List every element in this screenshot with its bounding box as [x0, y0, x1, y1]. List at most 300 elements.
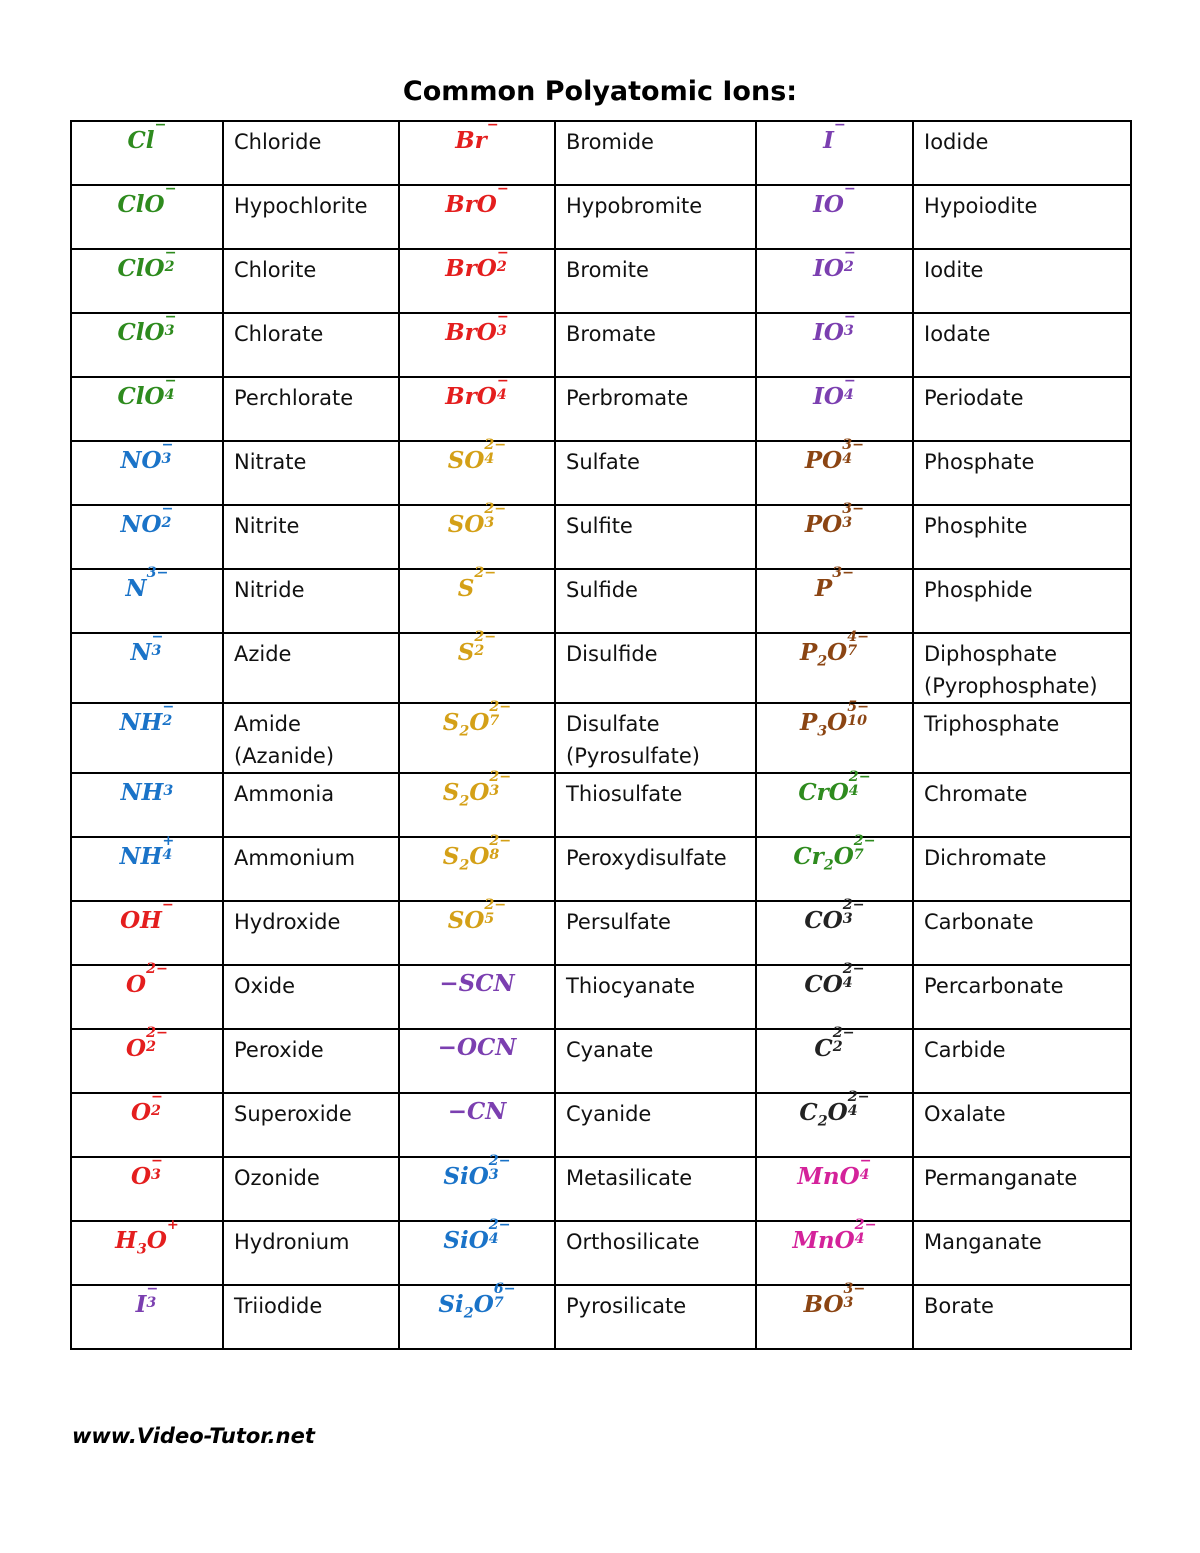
formula-indices	[164, 373, 177, 411]
table-row	[71, 1221, 1131, 1285]
formula-indices	[496, 309, 509, 347]
ion-formula	[399, 1217, 555, 1285]
formula-charge: 2−	[832, 1025, 855, 1042]
formula-subscript: 2	[162, 713, 173, 730]
formula-charge: −	[486, 117, 499, 134]
formula-base: PO	[804, 446, 843, 474]
formula-base: BrO	[445, 254, 497, 282]
formula-subscript: 3	[151, 643, 162, 660]
formula-base: −SCN	[439, 970, 515, 997]
ion-name: Triiodide	[223, 1285, 399, 1349]
formula-charge: −	[161, 897, 174, 914]
formula-subscript: 4	[484, 451, 495, 468]
table-row	[71, 505, 1131, 569]
formula-base: O	[126, 970, 147, 998]
formula-charge: 2−	[842, 897, 865, 914]
formula-subscript: 2	[164, 259, 175, 276]
formula-indices	[162, 833, 175, 871]
ion-formula	[71, 245, 223, 313]
formula-subscript: 3	[488, 1167, 499, 1184]
formula-base: IO	[813, 318, 844, 346]
ion-formula	[71, 501, 223, 569]
formula-indices	[496, 181, 509, 219]
table-row	[71, 1157, 1131, 1221]
formula-indices	[151, 1089, 163, 1127]
ion-formula	[399, 897, 555, 965]
formula-subscript: 4	[843, 387, 854, 404]
formula-subscript	[146, 976, 168, 990]
table-row	[71, 185, 1131, 249]
formula-prefix: H	[115, 1226, 137, 1254]
formula-indices	[484, 897, 507, 935]
formula-charge: 3−	[843, 1281, 866, 1298]
ion-name: Phosphate	[913, 441, 1131, 505]
formula-charge: 3−	[832, 565, 855, 582]
ion-formula	[399, 309, 555, 377]
formula-prefix-subscript: 2	[823, 857, 834, 874]
formula-prefix: Cr	[793, 842, 824, 870]
formula-base: ClO	[117, 318, 165, 346]
formula-charge: −	[496, 373, 509, 390]
formula-indices	[166, 1217, 179, 1255]
formula-charge: 2−	[842, 961, 865, 978]
formula-subscript: 4	[842, 451, 853, 468]
ion-formula	[71, 833, 223, 901]
ion-table-body	[71, 117, 1131, 1349]
formula-subscript	[167, 1232, 179, 1246]
ion-name: Perchlorate	[223, 377, 399, 441]
ion-formula	[71, 699, 223, 773]
formula-base: N	[125, 574, 147, 602]
ion-formula	[71, 565, 223, 633]
formula-indices	[842, 897, 865, 935]
formula-charge: +	[166, 1217, 179, 1234]
ion-formula	[71, 1025, 223, 1093]
ion-name: Peroxide	[223, 1029, 399, 1093]
page-title: Common Polyatomic Ions:	[402, 76, 798, 107]
formula-charge: 2−	[489, 769, 512, 786]
ion-formula	[756, 309, 913, 377]
formula-prefix-subscript: 2	[817, 653, 828, 670]
ion-formula	[71, 1217, 223, 1285]
formula-base: O	[131, 1162, 152, 1190]
ion-formula	[756, 897, 913, 965]
formula-prefix-subscript: 2	[463, 1305, 474, 1322]
formula-subscript: 4	[488, 1231, 499, 1248]
formula-subscript: 4	[842, 975, 853, 992]
ion-name: Hydronium	[223, 1221, 399, 1285]
table-row	[71, 703, 1131, 773]
formula-base: O	[473, 1290, 494, 1318]
ion-formula	[71, 1153, 223, 1221]
ion-name: Carbide	[913, 1029, 1131, 1093]
ion-formula	[756, 1153, 913, 1221]
formula-base: S	[457, 638, 475, 666]
formula-charge: −	[164, 309, 177, 326]
formula-indices	[842, 501, 865, 539]
formula-charge: 4−	[847, 629, 870, 646]
formula-indices	[161, 897, 174, 935]
formula-indices	[843, 309, 856, 347]
formula-base: NH	[119, 708, 163, 736]
formula-charge: 6−	[493, 1281, 516, 1298]
formula-base: Cl	[127, 126, 155, 154]
formula-base: O	[469, 842, 490, 870]
formula-subscript	[832, 580, 854, 594]
formula-indices	[832, 1025, 855, 1063]
formula-charge: 2−	[474, 629, 497, 646]
formula-subscript: 3	[146, 1295, 157, 1312]
formula-charge: −	[162, 699, 175, 716]
formula-base: O	[469, 708, 490, 736]
formula-base: SO	[447, 510, 485, 538]
formula-indices	[488, 1153, 511, 1191]
ion-name: Nitride	[223, 569, 399, 633]
formula-base: N	[130, 638, 152, 666]
formula-base: O	[146, 1226, 167, 1254]
ion-name: Sulfide	[555, 569, 756, 633]
ion-name: Sulfite	[555, 505, 756, 569]
ion-name: Superoxide	[223, 1093, 399, 1157]
formula-subscript	[165, 196, 177, 210]
polyatomic-ions-table	[70, 117, 1132, 1350]
formula-base: SiO	[443, 1162, 489, 1190]
ion-name: Iodite	[913, 249, 1131, 313]
formula-indices	[146, 1281, 159, 1319]
ion-name: Hypoiodite	[913, 185, 1131, 249]
ion-name: Oxide	[223, 965, 399, 1029]
formula-charge: −	[843, 245, 856, 262]
ion-formula	[399, 1153, 555, 1221]
formula-indices	[474, 629, 497, 667]
formula-subscript	[474, 580, 496, 594]
formula-indices	[859, 1153, 872, 1191]
formula-base: CrO	[798, 778, 849, 806]
ion-name: Cyanide	[555, 1093, 756, 1157]
formula-charge: 2−	[847, 1089, 870, 1106]
formula-charge: −	[496, 181, 509, 198]
ion-formula	[399, 245, 555, 313]
formula-charge: 2−	[489, 833, 512, 850]
formula-subscript: 3	[843, 1295, 854, 1312]
formula-subscript: 7	[493, 1295, 504, 1312]
formula-subscript	[147, 580, 169, 594]
formula-indices	[484, 501, 507, 539]
formula-indices	[151, 1153, 163, 1191]
ion-formula	[71, 117, 223, 185]
ion-formula	[756, 181, 913, 249]
formula-base: BrO	[445, 382, 497, 410]
formula-base: O	[827, 708, 848, 736]
formula-indices	[843, 245, 856, 283]
ion-formula	[399, 1093, 555, 1157]
formula-indices	[484, 437, 507, 475]
ion-name: Disulfate (Pyrosulfate)	[555, 703, 756, 773]
formula-indices	[146, 961, 168, 999]
formula-prefix-subscript: 2	[817, 1113, 828, 1130]
formula-charge: 2−	[854, 1217, 877, 1234]
formula-base: ClO	[117, 190, 165, 218]
ion-name: Thiocyanate	[555, 965, 756, 1029]
ion-formula	[756, 1089, 913, 1157]
formula-base: SO	[447, 446, 485, 474]
table-row	[71, 569, 1131, 633]
ion-formula	[399, 629, 555, 703]
ion-name: Chromate	[913, 773, 1131, 837]
ion-name: Phosphide	[913, 569, 1131, 633]
formula-indices	[496, 373, 509, 411]
formula-subscript: 2	[146, 1039, 157, 1056]
formula-subscript: 4	[847, 1103, 858, 1120]
formula-base: ClO	[117, 254, 165, 282]
formula-indices	[486, 117, 499, 155]
ion-name: Permanganate	[913, 1157, 1131, 1221]
ion-name: Dichromate	[913, 837, 1131, 901]
formula-indices	[489, 699, 512, 737]
formula-prefix-subscript: 3	[817, 723, 828, 740]
ion-formula	[756, 565, 913, 633]
formula-subscript: 4	[848, 783, 859, 800]
formula-subscript: 3	[161, 451, 172, 468]
formula-subscript: 7	[847, 643, 858, 660]
ion-name: Manganate	[913, 1221, 1131, 1285]
ion-name: Peroxydisulfate	[555, 837, 756, 901]
formula-subscript: 5	[484, 911, 495, 928]
formula-charge: 2−	[489, 699, 512, 716]
ion-name: Iodide	[913, 121, 1131, 185]
ion-formula	[399, 565, 555, 633]
formula-subscript: 4	[496, 387, 507, 404]
formula-base: IO	[813, 254, 844, 282]
formula-charge: 3−	[146, 565, 169, 582]
formula-indices	[833, 117, 846, 155]
table-row	[71, 837, 1131, 901]
formula-prefix-subscript: 2	[459, 723, 470, 740]
ion-name: Cyanate	[555, 1029, 756, 1093]
formula-indices	[843, 1281, 866, 1319]
formula-subscript: 7	[853, 847, 864, 864]
formula-charge: −	[843, 309, 856, 326]
formula-indices	[162, 699, 175, 737]
formula-subscript: 3	[842, 911, 853, 928]
footer-url: www.Video-Tutor.net	[72, 1424, 315, 1448]
formula-base: NH	[120, 778, 164, 806]
formula-subscript: 2	[843, 259, 854, 276]
ion-name: Bromate	[555, 313, 756, 377]
formula-prefix: C	[799, 1098, 818, 1126]
formula-subscript: 3	[163, 783, 174, 800]
formula-charge: 5−	[847, 699, 870, 716]
formula-charge: 2−	[484, 437, 507, 454]
formula-subscript	[162, 912, 174, 926]
table-row	[71, 249, 1131, 313]
ion-name: Metasilicate	[555, 1157, 756, 1221]
ion-formula	[71, 309, 223, 377]
table-row	[71, 377, 1131, 441]
formula-charge: −	[843, 373, 856, 390]
ion-formula	[399, 117, 555, 185]
ion-formula	[399, 769, 555, 837]
ion-formula	[71, 1281, 223, 1349]
formula-base: OH	[120, 906, 162, 934]
table-row	[71, 121, 1131, 185]
formula-charge: −	[161, 501, 174, 518]
formula-subscript	[497, 196, 509, 210]
formula-subscript: 4	[162, 847, 173, 864]
ion-formula	[71, 629, 223, 703]
formula-charge: −	[161, 437, 174, 454]
formula-charge: 2−	[484, 897, 507, 914]
formula-subscript	[844, 196, 856, 210]
table-row	[71, 313, 1131, 377]
ion-formula	[71, 897, 223, 965]
ion-name: Hypochlorite	[223, 185, 399, 249]
formula-base: SO	[447, 906, 485, 934]
formula-charge: 2−	[146, 1025, 168, 1042]
formula-subscript: 2	[161, 515, 172, 532]
ion-name: Phosphite	[913, 505, 1131, 569]
formula-subscript	[487, 132, 499, 146]
formula-base: CO	[804, 906, 843, 934]
ion-name: Bromite	[555, 249, 756, 313]
ion-formula	[756, 245, 913, 313]
formula-indices	[853, 833, 876, 871]
formula-charge: 2−	[848, 769, 871, 786]
formula-indices	[847, 699, 870, 737]
ion-name: Borate	[913, 1285, 1131, 1349]
formula-prefix: S	[442, 708, 460, 736]
formula-prefix: S	[442, 778, 460, 806]
formula-subscript: 7	[489, 713, 500, 730]
ion-name: Chlorate	[223, 313, 399, 377]
formula-prefix: P	[799, 638, 818, 666]
formula-indices	[847, 629, 870, 667]
formula-base: O	[469, 778, 490, 806]
formula-indices	[161, 437, 174, 475]
ion-formula	[71, 373, 223, 441]
ion-name: Hydroxide	[223, 901, 399, 965]
formula-charge: 2−	[484, 501, 507, 518]
ion-name: Amide (Azanide)	[223, 703, 399, 773]
formula-indices	[843, 373, 856, 411]
ion-formula	[399, 1281, 555, 1349]
formula-base: O	[126, 1034, 147, 1062]
formula-indices	[164, 309, 177, 347]
formula-base: S	[457, 574, 475, 602]
formula-indices	[842, 437, 865, 475]
formula-charge: 3−	[842, 437, 865, 454]
formula-charge: +	[162, 833, 175, 850]
formula-base: P	[814, 574, 833, 602]
ion-name: Persulfate	[555, 901, 756, 965]
formula-subscript: 4	[859, 1167, 870, 1184]
ion-formula	[756, 1217, 913, 1285]
formula-base: IO	[813, 382, 844, 410]
formula-subscript	[155, 132, 167, 146]
ion-formula	[756, 373, 913, 441]
ion-formula	[399, 501, 555, 569]
ion-name: Ozonide	[223, 1157, 399, 1221]
ion-name: Perbromate	[555, 377, 756, 441]
ion-name: Iodate	[913, 313, 1131, 377]
ion-formula	[756, 437, 913, 505]
formula-subscript: 3	[164, 323, 175, 340]
formula-charge: −	[164, 373, 177, 390]
ion-name: Orthosilicate	[555, 1221, 756, 1285]
formula-subscript: 2	[832, 1039, 843, 1056]
formula-indices	[146, 565, 169, 603]
ion-formula	[399, 699, 555, 773]
formula-indices	[151, 629, 164, 667]
formula-base: PO	[804, 510, 843, 538]
formula-base: NH	[119, 842, 163, 870]
formula-base: BO	[803, 1290, 844, 1318]
ion-name: Ammonia	[223, 773, 399, 837]
table-row	[71, 773, 1131, 837]
formula-base: O	[827, 1098, 848, 1126]
formula-indices	[146, 1025, 168, 1063]
formula-base: NO	[120, 510, 162, 538]
ion-name: Carbonate	[913, 901, 1131, 965]
formula-indices	[164, 181, 177, 219]
formula-subscript: 3	[496, 323, 507, 340]
formula-indices	[163, 778, 173, 807]
ion-name: Pyrosilicate	[555, 1285, 756, 1349]
ion-name: Chloride	[223, 121, 399, 185]
formula-charge: 3−	[842, 501, 865, 518]
formula-subscript: 3	[151, 1167, 161, 1184]
ion-formula	[71, 1089, 223, 1157]
formula-charge: 2−	[488, 1217, 511, 1234]
ion-formula	[71, 437, 223, 505]
ion-formula	[399, 833, 555, 901]
formula-charge: −	[154, 117, 167, 134]
formula-base: −CN	[447, 1098, 507, 1125]
formula-indices	[164, 245, 177, 283]
formula-base: O	[827, 638, 848, 666]
ion-name: Percarbonate	[913, 965, 1131, 1029]
formula-charge: 2−	[474, 565, 497, 582]
ion-name: Disulfide	[555, 633, 756, 703]
ion-name: Azide	[223, 633, 399, 703]
table-row	[71, 441, 1131, 505]
formula-charge: −	[151, 1089, 163, 1106]
ion-formula	[756, 501, 913, 569]
formula-subscript: 2	[496, 259, 507, 276]
formula-base: O	[131, 1098, 152, 1126]
ion-formula	[756, 629, 913, 703]
formula-subscript: 3	[484, 515, 495, 532]
formula-prefix-subscript: 2	[459, 793, 470, 810]
formula-subscript: 3	[843, 323, 854, 340]
ion-name: Sulfate	[555, 441, 756, 505]
ion-formula	[71, 773, 223, 837]
formula-indices	[847, 1089, 870, 1127]
formula-subscript	[834, 132, 846, 146]
formula-base: NO	[120, 446, 162, 474]
table-row	[71, 901, 1131, 965]
formula-base: BrO	[445, 318, 497, 346]
ion-formula	[756, 1281, 913, 1349]
ion-name: Ammonium	[223, 837, 399, 901]
formula-base: MnO	[797, 1162, 860, 1190]
ion-formula	[756, 961, 913, 1029]
formula-indices	[496, 245, 509, 283]
formula-indices	[474, 565, 497, 603]
table-row	[71, 1285, 1131, 1349]
formula-prefix: S	[442, 842, 460, 870]
table-row	[71, 1029, 1131, 1093]
